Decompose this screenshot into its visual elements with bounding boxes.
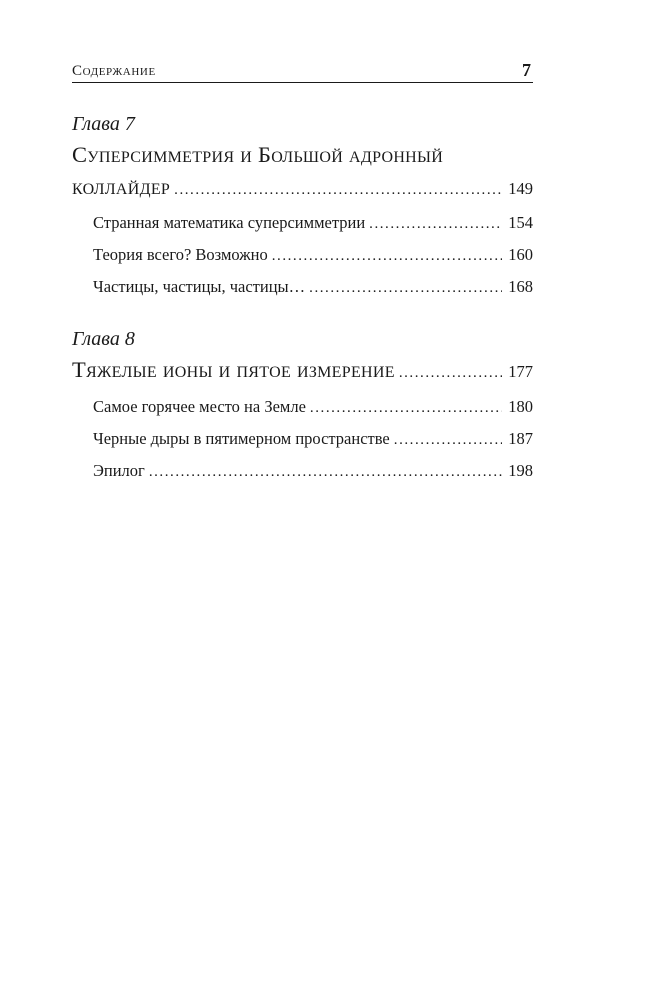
chapter-title-continued: коллайдер xyxy=(72,174,171,199)
dot-leader xyxy=(272,248,503,265)
toc-section-entry[interactable] xyxy=(93,397,533,417)
section-title: Частицы, частицы, частицы… xyxy=(93,277,306,296)
dot-leader xyxy=(149,464,502,481)
toc-chapter-entry[interactable] xyxy=(72,174,533,200)
chapter-title: Тяжелые ионы и пятое измерение xyxy=(72,357,395,382)
chapter-label: Глава 7 xyxy=(72,113,135,135)
section-title: Странная математика суперсимметрии xyxy=(93,213,366,232)
toc-page-number: 187 xyxy=(508,429,533,448)
section-title: Теория всего? Возможно xyxy=(93,245,268,264)
toc-page-number: 168 xyxy=(508,277,533,296)
dot-leader xyxy=(399,365,502,382)
section-title: Черные дыры в пятимерном пространстве xyxy=(93,429,390,448)
toc-page-number: 180 xyxy=(508,397,533,416)
dot-leader xyxy=(309,280,502,297)
section-title: Эпилог xyxy=(93,461,145,480)
dot-leader xyxy=(174,182,502,199)
toc-page-number: 160 xyxy=(508,245,533,264)
toc-page-number: 177 xyxy=(508,362,533,381)
toc-page-number: 149 xyxy=(508,179,533,198)
section-title: Самое горячее место на Земле xyxy=(93,397,306,416)
dot-leader xyxy=(310,400,502,417)
toc-section-entry[interactable] xyxy=(93,429,533,449)
chapter-title: Суперсимметрия и Большой адронный xyxy=(72,142,444,167)
running-title: Содержание xyxy=(72,63,156,79)
page-number: 7 xyxy=(522,60,531,80)
running-head xyxy=(72,60,533,83)
toc-section-entry[interactable] xyxy=(93,245,533,265)
dot-leader xyxy=(394,432,502,449)
toc-section-entry[interactable] xyxy=(93,213,533,233)
toc-section-entry[interactable] xyxy=(93,461,533,481)
toc-chapter-entry[interactable] xyxy=(72,357,533,383)
dot-leader xyxy=(369,216,502,233)
toc-page-number: 198 xyxy=(508,461,533,480)
chapter-label: Глава 8 xyxy=(72,328,135,350)
toc-page-number: 154 xyxy=(508,213,533,232)
toc-section-entry[interactable] xyxy=(93,277,533,297)
